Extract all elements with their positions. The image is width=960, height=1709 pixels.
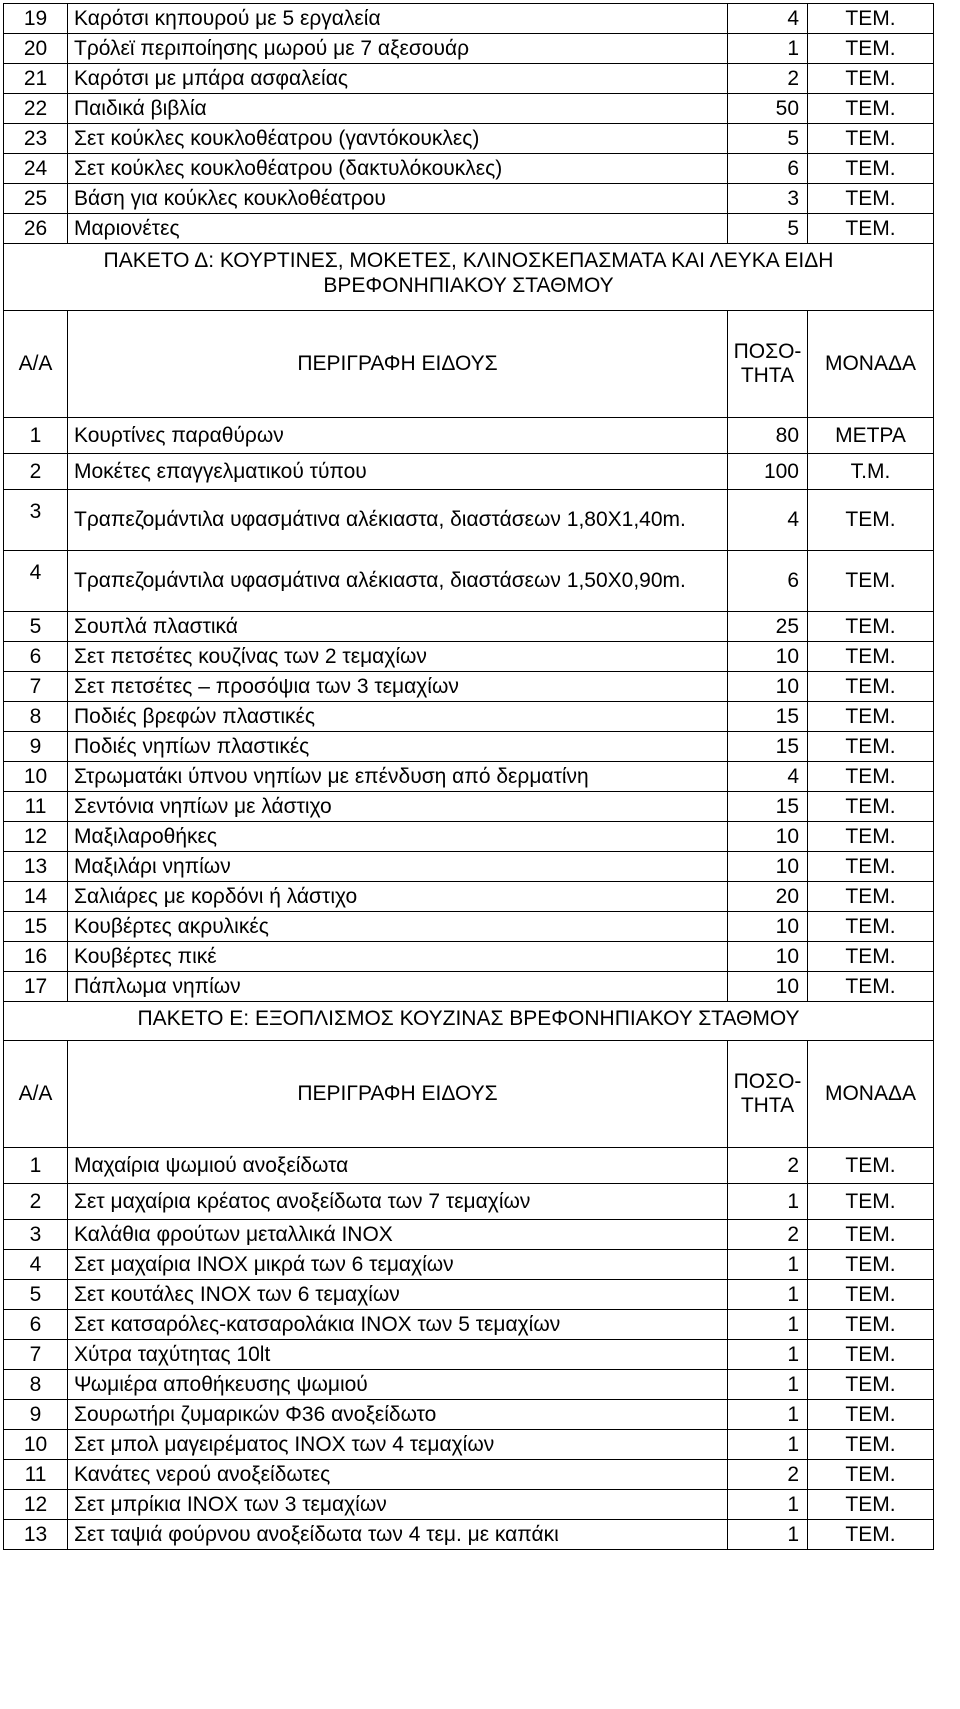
row-unit: ΤΕΜ. (808, 702, 934, 732)
table-row (4, 184, 934, 214)
row-number: 24 (4, 154, 68, 184)
row-unit: ΤΕΜ. (808, 792, 934, 822)
row-number: 17 (4, 972, 68, 1002)
row-unit: ΤΕΜ. (808, 184, 934, 214)
row-quantity: 1 (728, 1400, 808, 1430)
row-unit: ΤΕΜ. (808, 1340, 934, 1370)
table-row (4, 1430, 934, 1460)
row-description: Πάπλωμα νηπίων (68, 972, 728, 1002)
row-number: 9 (4, 1400, 68, 1430)
block-2-rows (4, 418, 934, 1002)
row-description: Καρότσι με μπάρα ασφαλείας (68, 64, 728, 94)
row-description: Στρωματάκι ύπνου νηπίων με επένδυση από δερματίνη (68, 762, 728, 792)
row-unit: ΤΕΜ. (808, 124, 934, 154)
table-row (4, 1250, 934, 1280)
row-description: Χύτρα ταχύτητας 10lt (68, 1340, 728, 1370)
row-number: 23 (4, 124, 68, 154)
row-quantity: 100 (728, 454, 808, 490)
row-description: Σεντόνια νηπίων με λάστιχο (68, 792, 728, 822)
table-row (4, 1370, 934, 1400)
row-description: Σετ πετσέτες – προσόψια των 3 τεμαχίων (68, 672, 728, 702)
row-description: Καλάθια φρούτων μεταλλικά INOX (68, 1220, 728, 1250)
row-number: 9 (4, 732, 68, 762)
row-quantity: 20 (728, 882, 808, 912)
row-quantity: 4 (728, 490, 808, 551)
row-quantity: 5 (728, 214, 808, 244)
row-number: 8 (4, 1370, 68, 1400)
row-unit: ΤΕΜ. (808, 1148, 934, 1184)
row-number: 6 (4, 1310, 68, 1340)
row-number: 16 (4, 942, 68, 972)
row-unit: ΤΕΜ. (808, 852, 934, 882)
row-description: Ποδιές βρεφών πλαστικές (68, 702, 728, 732)
row-number: 2 (4, 454, 68, 490)
table-row (4, 912, 934, 942)
row-unit: ΤΕΜ. (808, 1280, 934, 1310)
row-unit: ΤΕΜ. (808, 490, 934, 551)
row-description: Κουβέρτες ακρυλικές (68, 912, 728, 942)
header-qty-text: ΠΟΣΟ-ΤΗΤΑ (733, 340, 802, 387)
row-description: Σετ κούκλες κουκλοθέατρου (γαντόκουκλες) (68, 124, 728, 154)
row-unit: ΤΕΜ. (808, 822, 934, 852)
row-quantity: 1 (728, 1310, 808, 1340)
row-quantity: 2 (728, 1220, 808, 1250)
row-description: Καρότσι κηπουρού με 5 εργαλεία (68, 4, 728, 34)
row-number: 14 (4, 882, 68, 912)
table-row (4, 762, 934, 792)
table-row (4, 454, 934, 490)
table-row (4, 154, 934, 184)
row-number: 11 (4, 1460, 68, 1490)
table-row (4, 792, 934, 822)
table-row (4, 1460, 934, 1490)
row-number: 1 (4, 1148, 68, 1184)
table-row (4, 551, 934, 612)
row-description: Σετ κατσαρόλες-κατσαρολάκια INOX των 5 τεμαχίων (68, 1310, 728, 1340)
row-unit: ΤΕΜ. (808, 642, 934, 672)
table-row (4, 418, 934, 454)
row-number: 25 (4, 184, 68, 214)
header-num: Α/Α (4, 311, 68, 418)
header-qty (728, 1041, 808, 1148)
table-row (4, 34, 934, 64)
row-quantity: 1 (728, 1490, 808, 1520)
section-e (4, 1002, 934, 1148)
row-unit: ΤΕΜ. (808, 1490, 934, 1520)
row-quantity: 10 (728, 972, 808, 1002)
table-row (4, 702, 934, 732)
row-number: 13 (4, 1520, 68, 1550)
row-unit: Τ.Μ. (808, 454, 934, 490)
table-row (4, 1184, 934, 1220)
row-quantity: 4 (728, 4, 808, 34)
row-number: 11 (4, 792, 68, 822)
section-e-title: ΠΑΚΕΤΟ Ε: ΕΞΟΠΛΙΣΜΟΣ ΚΟΥΖΙΝΑΣ ΒΡΕΦΟΝΗΠΙΑΚΟΥ ΣΤΑΘΜΟΥ (4, 1002, 934, 1041)
header-unit: ΜΟΝΑΔΑ (808, 1041, 934, 1148)
row-quantity: 10 (728, 852, 808, 882)
row-quantity: 5 (728, 124, 808, 154)
table-row (4, 1400, 934, 1430)
row-number: 3 (4, 490, 68, 551)
row-number: 12 (4, 1490, 68, 1520)
row-description: Ποδιές νηπίων πλαστικές (68, 732, 728, 762)
row-quantity: 3 (728, 184, 808, 214)
row-description: Σετ μπολ μαγειρέματος INOX των 4 τεμαχίων (68, 1430, 728, 1460)
row-unit: ΤΕΜ. (808, 912, 934, 942)
row-description: Σετ μαχαίρια κρέατος ανοξείδωτα των 7 τεμαχίων (68, 1184, 728, 1220)
header-desc: ΠΕΡΙΓΡΑΦΗ ΕΙΔΟΥΣ (68, 311, 728, 418)
row-description: Σετ μαχαίρια INOX μικρά των 6 τεμαχίων (68, 1250, 728, 1280)
row-quantity: 1 (728, 1370, 808, 1400)
table-row (4, 732, 934, 762)
table-row (4, 94, 934, 124)
row-unit: ΤΕΜ. (808, 1460, 934, 1490)
table-row (4, 1148, 934, 1184)
table-row (4, 490, 934, 551)
row-number: 6 (4, 642, 68, 672)
row-number: 26 (4, 214, 68, 244)
row-quantity: 10 (728, 672, 808, 702)
row-quantity: 4 (728, 762, 808, 792)
row-quantity: 2 (728, 1460, 808, 1490)
row-number: 3 (4, 1220, 68, 1250)
row-description: Σουρωτήρι ζυμαρικών Φ36 ανοξείδωτο (68, 1400, 728, 1430)
row-quantity: 2 (728, 1148, 808, 1184)
row-unit: ΤΕΜ. (808, 1400, 934, 1430)
row-description: Μαξιλαροθήκες (68, 822, 728, 852)
table-row (4, 1280, 934, 1310)
row-unit: ΤΕΜ. (808, 94, 934, 124)
table-row (4, 1310, 934, 1340)
header-unit: ΜΟΝΑΔΑ (808, 311, 934, 418)
row-unit: ΤΕΜ. (808, 1184, 934, 1220)
row-quantity: 1 (728, 1250, 808, 1280)
row-number: 21 (4, 64, 68, 94)
table-row (4, 1340, 934, 1370)
row-number: 7 (4, 672, 68, 702)
table-row (4, 64, 934, 94)
table-row (4, 942, 934, 972)
section-d (4, 244, 934, 418)
header-desc: ΠΕΡΙΓΡΑΦΗ ΕΙΔΟΥΣ (68, 1041, 728, 1148)
row-number: 20 (4, 34, 68, 64)
row-description: Κανάτες νερού ανοξείδωτες (68, 1460, 728, 1490)
row-unit: ΤΕΜ. (808, 942, 934, 972)
row-unit: ΤΕΜ. (808, 1370, 934, 1400)
row-unit: ΤΕΜ. (808, 154, 934, 184)
row-quantity: 10 (728, 942, 808, 972)
row-unit: ΤΕΜ. (808, 972, 934, 1002)
table-row (4, 972, 934, 1002)
row-description: Σετ κουτάλες INOX των 6 τεμαχίων (68, 1280, 728, 1310)
row-description: Μαριονέτες (68, 214, 728, 244)
row-description: Σετ μπρίκια INOX των 3 τεμαχίων (68, 1490, 728, 1520)
row-quantity: 50 (728, 94, 808, 124)
row-number: 13 (4, 852, 68, 882)
row-quantity: 2 (728, 64, 808, 94)
table-row (4, 612, 934, 642)
table-row (4, 1520, 934, 1550)
row-quantity: 6 (728, 154, 808, 184)
table-row (4, 124, 934, 154)
table-row (4, 882, 934, 912)
table-row (4, 214, 934, 244)
row-number: 12 (4, 822, 68, 852)
row-unit: ΤΕΜ. (808, 762, 934, 792)
block-1-rows (4, 4, 934, 244)
table-row (4, 672, 934, 702)
row-number: 10 (4, 1430, 68, 1460)
block-3-rows (4, 1148, 934, 1550)
row-quantity: 1 (728, 1184, 808, 1220)
row-quantity: 6 (728, 551, 808, 612)
row-number: 4 (4, 1250, 68, 1280)
row-quantity: 1 (728, 34, 808, 64)
row-description: Βάση για κούκλες κουκλοθέατρου (68, 184, 728, 214)
row-description: Σαλιάρες με κορδόνι ή λάστιχο (68, 882, 728, 912)
row-quantity: 80 (728, 418, 808, 454)
header-row-d (4, 311, 934, 418)
row-quantity: 1 (728, 1520, 808, 1550)
row-number: 15 (4, 912, 68, 942)
row-unit: ΤΕΜ. (808, 1430, 934, 1460)
row-number: 5 (4, 612, 68, 642)
row-unit: ΤΕΜ. (808, 1310, 934, 1340)
row-quantity: 15 (728, 792, 808, 822)
table-row (4, 4, 934, 34)
row-number: 2 (4, 1184, 68, 1220)
row-unit: ΤΕΜ. (808, 882, 934, 912)
row-description: Παιδικά βιβλία (68, 94, 728, 124)
row-quantity: 1 (728, 1430, 808, 1460)
row-unit: ΤΕΜ. (808, 214, 934, 244)
row-unit: ΤΕΜ. (808, 1220, 934, 1250)
row-unit: ΤΕΜ. (808, 551, 934, 612)
row-number: 22 (4, 94, 68, 124)
table-row (4, 822, 934, 852)
row-quantity: 25 (728, 612, 808, 642)
table-row (4, 852, 934, 882)
row-description: Μοκέτες επαγγελματικού τύπου (68, 454, 728, 490)
row-unit: ΤΕΜ. (808, 1250, 934, 1280)
row-description: Ψωμιέρα αποθήκευσης ψωμιού (68, 1370, 728, 1400)
row-unit: ΤΕΜ. (808, 4, 934, 34)
row-unit: ΤΕΜ. (808, 612, 934, 642)
row-number: 1 (4, 418, 68, 454)
row-description: Σετ πετσέτες κουζίνας των 2 τεμαχίων (68, 642, 728, 672)
row-number: 4 (4, 551, 68, 612)
row-description: Σετ ταψιά φούρνου ανοξείδωτα των 4 τεμ. με καπάκι (68, 1520, 728, 1550)
header-row-e (4, 1041, 934, 1148)
table-row (4, 1220, 934, 1250)
section-d-title: ΠΑΚΕΤΟ Δ: ΚΟΥΡΤΙΝΕΣ, ΜΟΚΕΤΕΣ, ΚΛΙΝΟΣΚΕΠΑΣΜΑΤΑ ΚΑΙ ΛΕΥΚΑ ΕΙΔΗ ΒΡΕΦΟΝΗΠΙΑΚΟΥ ΣΤΑΘΜΟΥ (4, 244, 934, 311)
row-unit: ΤΕΜ. (808, 732, 934, 762)
header-qty (728, 311, 808, 418)
header-num: Α/Α (4, 1041, 68, 1148)
row-quantity: 10 (728, 912, 808, 942)
row-unit: ΤΕΜ. (808, 64, 934, 94)
row-number: 7 (4, 1340, 68, 1370)
row-number: 5 (4, 1280, 68, 1310)
row-description: Μαξιλάρι νηπίων (68, 852, 728, 882)
row-number: 19 (4, 4, 68, 34)
row-quantity: 1 (728, 1280, 808, 1310)
row-quantity: 15 (728, 702, 808, 732)
row-unit: ΤΕΜ. (808, 1520, 934, 1550)
row-description: Τραπεζομάντιλα υφασμάτινα αλέκιαστα, διαστάσεων 1,80Χ1,40m. (68, 490, 728, 551)
items-table (3, 3, 934, 1550)
row-number: 10 (4, 762, 68, 792)
row-number: 8 (4, 702, 68, 732)
row-description: Τρόλεϊ περιποίησης μωρού με 7 αξεσουάρ (68, 34, 728, 64)
row-description: Σουπλά πλαστικά (68, 612, 728, 642)
row-quantity: 10 (728, 822, 808, 852)
table-row (4, 1490, 934, 1520)
header-qty-text: ΠΟΣΟ-ΤΗΤΑ (733, 1070, 802, 1117)
row-description: Μαχαίρια ψωμιού ανοξείδωτα (68, 1148, 728, 1184)
row-unit: ΜΕΤΡΑ (808, 418, 934, 454)
row-description: Σετ κούκλες κουκλοθέατρου (δακτυλόκουκλες) (68, 154, 728, 184)
row-description: Τραπεζομάντιλα υφασμάτινα αλέκιαστα, διαστάσεων 1,50Χ0,90m. (68, 551, 728, 612)
row-description: Κουρτίνες παραθύρων (68, 418, 728, 454)
row-unit: ΤΕΜ. (808, 672, 934, 702)
row-description: Κουβέρτες πικέ (68, 942, 728, 972)
row-quantity: 15 (728, 732, 808, 762)
table-row (4, 642, 934, 672)
row-unit: ΤΕΜ. (808, 34, 934, 64)
row-quantity: 10 (728, 642, 808, 672)
row-quantity: 1 (728, 1340, 808, 1370)
